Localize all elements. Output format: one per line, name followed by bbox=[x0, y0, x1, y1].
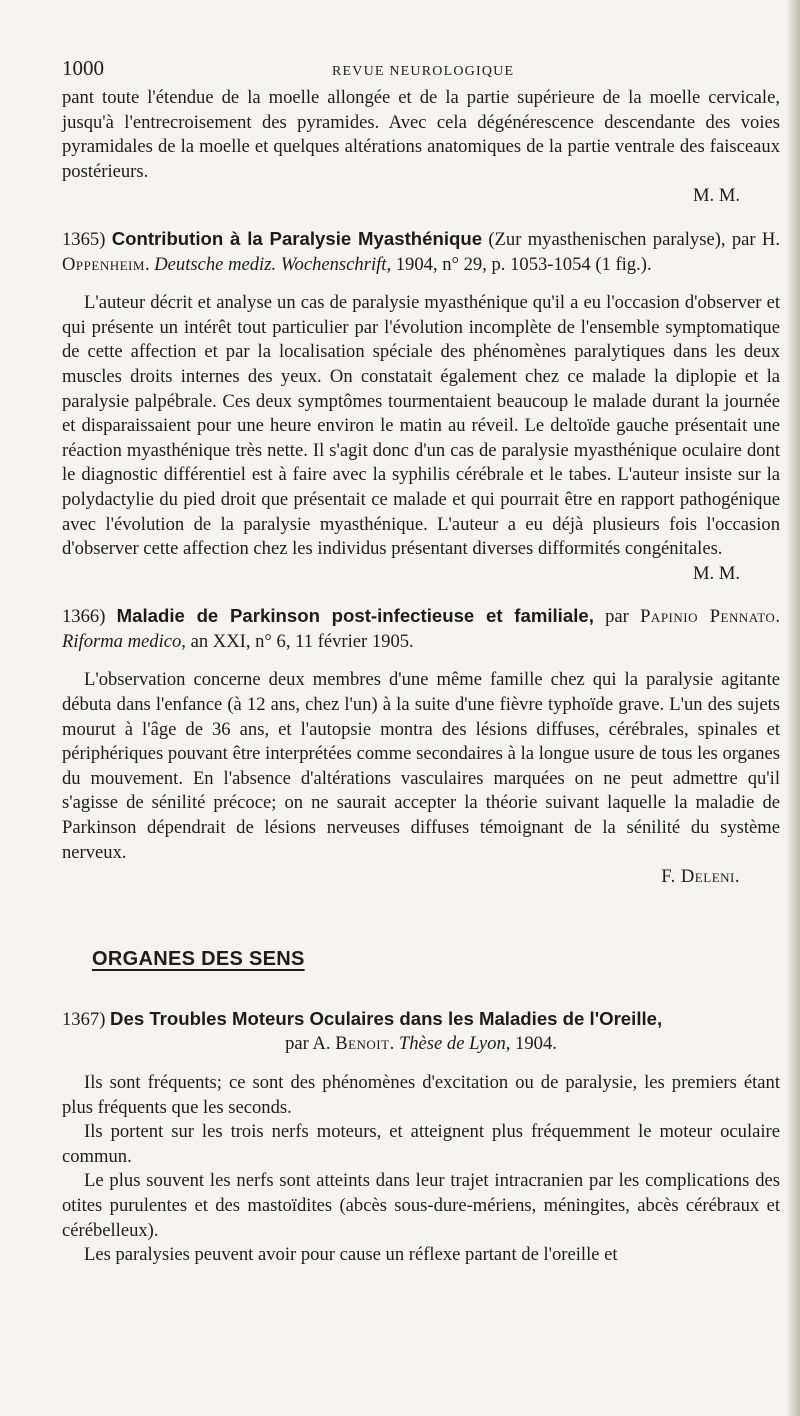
entry-1366-body: L'observation concerne deux membres d'une même famille chez qui la paralysie agitante débuta dans l'enfance (à 12 ans, chez l'un) à la suite d'une fièvre typhoïde grave. L'un des sujets mourut à l'âge de 36 ans, et l'autopsie montra des lésions diffuses, cérébrales, spinales et périphériques pouvant être interprétées comme secondaires à la longue usure de tous les organes du mouvement. En l'absence d'altérations vasculaires marquées on ne peut admettre qu'il s'agisse de sénilité précoce; on ne saurait accepter la théorie suivant laquelle la maladie de Parkinson dépendrait de lésions nerveuses diffuses témoignant de la sénilité du système nerveux. bbox=[62, 669, 780, 863]
entry-ref-sep: . bbox=[144, 253, 155, 275]
entry-ref: par A. bbox=[285, 1033, 336, 1055]
intro-paragraph bbox=[62, 86, 780, 184]
entry-1366-heading bbox=[62, 604, 780, 654]
section-heading: ORGANES DES SENS bbox=[92, 947, 305, 970]
entry-ref-details: , 1904, n° 29, p. 1053-1054 (1 fig.). bbox=[386, 253, 652, 275]
intro-signature: M. M. bbox=[692, 185, 740, 207]
entry-1365-signature-line bbox=[62, 562, 780, 587]
page-number: 1000 bbox=[62, 56, 104, 80]
entry-ref: par bbox=[593, 606, 641, 628]
entry-ref: (Zur myasthenischen paralyse), par H. bbox=[488, 228, 780, 250]
entry-1367-paragraph: Le plus souvent les nerfs sont atteints dans leur trajet intracranien par les complications des otites purulentes et des mastoïdites (abcès sous-dure-mériens, méningites, abcès cérébraux et cérébelleux). bbox=[62, 1170, 780, 1241]
journal-title: REVUE NEUROLOGIQUE bbox=[332, 64, 515, 79]
entry-number: 1365) bbox=[62, 228, 106, 250]
entry-journal: Thèse de Lyon bbox=[398, 1033, 506, 1055]
entry-1367-reference bbox=[62, 1032, 780, 1057]
entry-1367-paragraph: Ils portent sur les trois nerfs moteurs, et atteignent plus fréquemment le moteur oculaire commun. bbox=[62, 1121, 780, 1167]
entry-title: Maladie de Parkinson post-infectieuse et familiale, bbox=[116, 605, 594, 627]
entry-author: Benoit bbox=[335, 1033, 390, 1055]
entry-journal: Riforma medico bbox=[62, 630, 182, 652]
entry-author: Papinio Pennato bbox=[640, 606, 776, 628]
entry-number: 1367) bbox=[62, 1008, 106, 1030]
intro-text: pant toute l'étendue de la moelle allongée et de la partie supérieure de la moelle cervicale, jusqu'à l'entrecroisement des pyramides. Avec cela dégénérescence descendante des voies pyramidales de la moelle et quelques altérations anatomiques de la partie ventrale des faisceaux postérieurs. bbox=[62, 87, 780, 182]
entry-title: Des Troubles Moteurs Oculaires dans les Maladies de l'Oreille, bbox=[110, 1007, 663, 1029]
entry-title: Contribution à la Paralysie Myasthénique bbox=[111, 227, 483, 249]
entry-author: Oppenheim bbox=[62, 253, 145, 275]
journal-page bbox=[62, 56, 780, 1268]
entry-signature: F. Deleni. bbox=[661, 866, 740, 888]
page-edge-shadow bbox=[786, 0, 800, 1416]
entry-1367-paragraph: Ils sont fréquents; ce sont des phénomènes d'excitation ou de paralysie, les premiers étant plus fréquents que les seconds. bbox=[62, 1072, 780, 1118]
entry-ref-sep: . bbox=[389, 1033, 399, 1055]
entry-ref-details: , an XXI, n° 6, 11 février 1905. bbox=[181, 630, 414, 652]
running-head bbox=[62, 56, 780, 86]
entry-1367-paragraph: Les paralysies peuvent avoir pour cause un réflexe partant de l'oreille et bbox=[84, 1244, 618, 1266]
entry-journal: Deutsche mediz. Wochenschrift bbox=[154, 253, 387, 275]
entry-1367-heading bbox=[62, 1007, 780, 1033]
entry-1366-signature-line bbox=[62, 865, 780, 890]
intro-signature-line bbox=[62, 184, 780, 209]
entry-number: 1366) bbox=[62, 606, 106, 628]
entry-signature: M. M. bbox=[692, 562, 740, 584]
entry-1365-heading bbox=[62, 227, 780, 277]
entry-ref-sep: . bbox=[775, 606, 780, 628]
entry-ref-details: , 1904. bbox=[505, 1033, 557, 1055]
entry-1365-body: L'auteur décrit et analyse un cas de paralysie myasthénique qu'il a eu l'occasion d'observer et qui présente un intérêt tout particulier par l'évolution incomplète de l'ensemble symptomatique de cette affection et par la localisation spéciale des phénomènes paralytiques dans les deux muscles droits internes des yeux. On constatait également chez ce malade la diplopie et la paralysie palpébrale. Ces deux symptômes tourmentaient beaucoup le malade durant la journée et disparaissaient pour une heure environ le matin au réveil. Le deltoïde gauche présentait une réaction myasthénique très nette. Il s'agit donc d'un cas de paralysie myasthénique oculaire dont le diagnostic différentiel est à faire avec la syphilis cérébrale et le tabes. L'auteur insiste sur la polydactylie du pied droit que présentait ce malade et qui pourrait être en rapport pathogénique avec l'évolution de la paralysie myasthénique. L'auteur a eu déjà plusieurs fois l'occasion d'observer cette affection chez les individus présentant diverses difformités congénitales. bbox=[62, 292, 780, 560]
